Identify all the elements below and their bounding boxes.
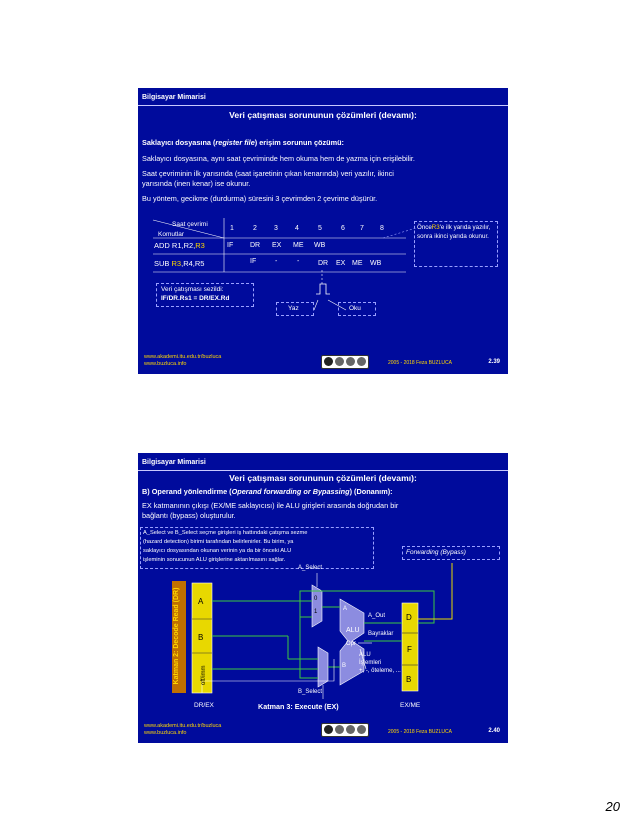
paragraph-bypass-2: bağlantı (bypass) oluşturulur. bbox=[142, 511, 236, 520]
cycle-5: 5 bbox=[318, 225, 322, 232]
alu-label: ALU bbox=[346, 627, 360, 634]
slide-2-40 bbox=[138, 453, 508, 743]
a-out-label: A_Out bbox=[368, 613, 386, 619]
footer-links bbox=[144, 354, 221, 368]
write-label-box: Yaz bbox=[276, 302, 314, 316]
sub-stage-wb: WB bbox=[370, 260, 382, 267]
reg-offimm-label: off/imm bbox=[201, 665, 207, 685]
reg-b2-label: B bbox=[406, 675, 412, 684]
note-write-read: ÖnceR3'e ilk yarıda yazılır, sonra ikinci yarıda okunur. bbox=[414, 221, 498, 267]
paragraph-half-cycle-1: Saat çevriminin ilk yarısında (saat işaretinin çıkan kenarında) veri yazılır, ikinci bbox=[142, 169, 394, 178]
cycle-2: 2 bbox=[253, 225, 257, 232]
sub-stage-stall-1: - bbox=[275, 258, 278, 265]
paragraph-forwarding-title: B) Operand yönlendirme (Operand forwarding or Bypassing) (Donanım): bbox=[142, 487, 393, 496]
paragraph-result: Bu yöntem, gecikme (durdurma) süresini 3 çevrimden 2 çevrime düşürür. bbox=[142, 194, 378, 203]
ex-me-label: EX/ME bbox=[400, 702, 421, 709]
slide-2-39 bbox=[138, 88, 508, 374]
slide-title: Veri çatışması sorununun çözümleri (devamı): bbox=[229, 110, 417, 120]
add-stage-ex: EX bbox=[272, 242, 282, 249]
instruction-sub: SUB R3,R4,R5 bbox=[154, 259, 205, 268]
footer-link-1[interactable]: www.akademi.itu.edu.tr/buzluca bbox=[144, 354, 222, 360]
cycle-7: 7 bbox=[360, 225, 364, 232]
footer-link-2[interactable]: www.buzluca.info bbox=[144, 730, 187, 736]
slide-title: Veri çatışması sorununun çözümleri (devamı): bbox=[229, 473, 417, 483]
add-stage-wb: WB bbox=[314, 242, 326, 249]
cycle-6: 6 bbox=[341, 225, 345, 232]
table-corner-bottom: Komutlar bbox=[158, 231, 185, 238]
reg-b-label: B bbox=[198, 633, 204, 642]
license-badge-icon bbox=[321, 723, 369, 737]
mux-input-1: 1 bbox=[314, 609, 318, 615]
add-stage-dr: DR bbox=[250, 242, 261, 249]
footer-links bbox=[144, 723, 221, 737]
sub-stage-stall-2: - bbox=[297, 258, 300, 265]
slide-header: Bilgisayar Mimarisi bbox=[142, 94, 206, 101]
alu-operations: ALU İşlemleri +, -, öteleme, ... bbox=[359, 652, 401, 674]
stage-2-label: Katman 2: Decode Read (DR) bbox=[173, 587, 180, 685]
flags-label: Bayraklar bbox=[368, 631, 394, 637]
reg-a-label: A bbox=[198, 597, 204, 606]
footer-link-1[interactable]: www.akademi.itu.edu.tr/buzluca bbox=[144, 723, 222, 729]
note-hazard-detected: Veri çatışması sezildi: IF/DR.Rs1 = DR/EX.Rd bbox=[156, 283, 254, 307]
dr-ex-label: DR/EX bbox=[194, 702, 214, 709]
forwarding-label-box: Forwarding (Bypass) bbox=[402, 546, 500, 560]
stage-3-label: Katman 3: Execute (EX) bbox=[258, 702, 339, 711]
sub-stage-dr: DR bbox=[318, 260, 329, 267]
slide-number: 2.39 bbox=[488, 359, 500, 365]
cycle-3: 3 bbox=[274, 225, 278, 232]
datapath-diagram bbox=[138, 453, 508, 743]
reg-d-label: D bbox=[406, 613, 412, 622]
paragraph-half-cycle-2: yarısında (inen kenar) ise okunur. bbox=[142, 179, 251, 188]
instruction-add: ADD R1,R2,R3 bbox=[154, 241, 205, 250]
sub-stage-ex: EX bbox=[336, 260, 346, 267]
reg-f-label: F bbox=[407, 645, 412, 654]
add-stage-me: ME bbox=[293, 242, 304, 249]
a-select-label: A_Select bbox=[298, 565, 323, 571]
hazard-note: A_Select ve B_Select seçme girişleri iş hattındaki çatışma sezme (hazard detection) birimi tarafından belirlenirler. Bu birim, ya saklayıcı dosyasından okunan verinin ya da bir önceki ALU işleminin sonucunun ALU girişlerine aktarılmasını sağlar. bbox=[140, 527, 374, 569]
license-badge-icon bbox=[321, 355, 369, 369]
alu-input-b: B bbox=[342, 663, 347, 669]
slide-header: Bilgisayar Mimarisi bbox=[142, 459, 206, 466]
mux-input-0: 0 bbox=[314, 596, 318, 602]
b-select-label: B_Select bbox=[298, 689, 323, 695]
cycle-1: 1 bbox=[230, 225, 234, 232]
page-number: 20 bbox=[605, 799, 620, 814]
footer-copyright: 2005 - 2018 Feza BUZLUCA bbox=[388, 360, 452, 366]
cycle-8: 8 bbox=[380, 225, 384, 232]
footer-link-2[interactable]: www.buzluca.info bbox=[144, 361, 187, 367]
add-stage-if: IF bbox=[227, 242, 234, 249]
footer-copyright: 2005 - 2018 Feza BUZLUCA bbox=[388, 729, 452, 735]
slide-number: 2.40 bbox=[488, 728, 500, 734]
alu-input-a: A bbox=[343, 606, 348, 612]
paragraph-bypass-1: EX katmanının çıkışı (EX/ME saklayıcısı) ile ALU girişleri arasında doğrudan bir bbox=[142, 501, 399, 510]
sub-stage-me: ME bbox=[352, 260, 363, 267]
paragraph-register-file: Saklayıcı dosyasına (register file) erişim sorunun çözümü: bbox=[142, 138, 344, 147]
table-corner-top: Saat çevrimi bbox=[172, 221, 208, 228]
paragraph-access: Saklayıcı dosyasına, aynı saat çevriminde hem okuma hem de yazma için erişilebilir. bbox=[142, 154, 415, 163]
cycle-4: 4 bbox=[295, 225, 299, 232]
sub-stage-if: IF bbox=[250, 258, 257, 265]
read-label-box: Oku bbox=[338, 302, 376, 316]
alu-opr-label: Opr bbox=[346, 641, 357, 647]
